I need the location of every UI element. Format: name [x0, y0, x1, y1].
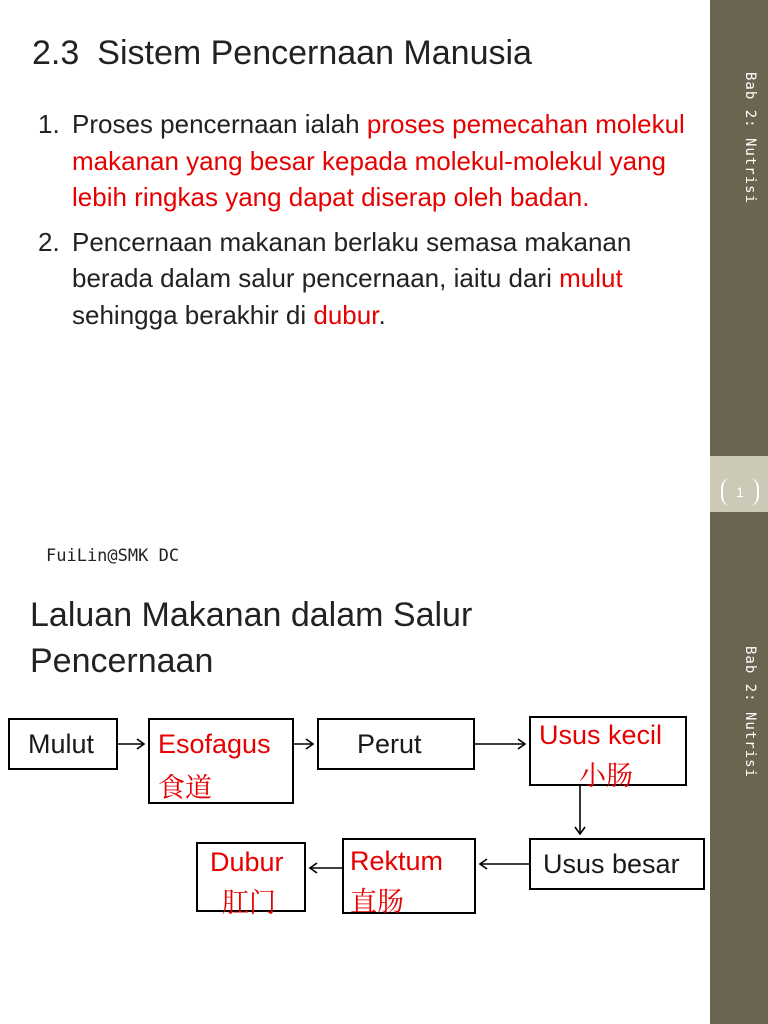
item-2-dubur: dubur: [313, 299, 379, 330]
sidebar: [710, 0, 768, 512]
sidebar-chapter-label: Bab 2: Nutrisi: [742, 646, 758, 779]
box-rektum-label: Rektum: [350, 846, 444, 876]
item-1-text: Proses pencernaan ialah: [72, 109, 367, 139]
item-2-mulut: mulut: [559, 263, 623, 293]
page-number: 1: [721, 478, 759, 506]
box-perut-label: Perut: [357, 729, 422, 759]
item-2-text-c: .: [378, 299, 386, 330]
footer-credit: FuiLin@SMK DC: [46, 546, 180, 566]
box-usus-besar-label: Usus besar: [543, 849, 680, 879]
slide-2: [0, 512, 768, 1024]
slide-1-title: [32, 34, 532, 73]
arrow-mulut-esofagus: [118, 739, 144, 749]
slide-2-title: Laluan Makanan dalam Salur Pencernaan: [30, 596, 473, 680]
item-2-text-b: sehingga berakhir di: [72, 299, 314, 330]
item-2-text-a: Pencernaan makanan berlaku semasa makanan berada dalam salur pencernaan, iaitu dari: [72, 226, 632, 293]
flow-arrows: [0, 512, 768, 1024]
box-usus-kecil-label: Usus kecil: [539, 720, 663, 750]
title-text: Sistem Pencernaan Manusia: [97, 34, 532, 72]
box-dubur-label: Dubur: [210, 847, 284, 877]
box-mulut-label: Mulut: [28, 729, 95, 759]
arrow-esofagus-perut: [294, 739, 313, 749]
item-1-highlight: proses pemecahan molekul makanan yang besar kepada molekul-molekul yang lebih ringkas yang dapat diserap oleh badan.: [72, 109, 685, 212]
box-rektum-cn: 直肠: [350, 887, 404, 917]
list-item-2: [38, 224, 698, 334]
box-usus-kecil-cn: 小肠: [579, 761, 633, 791]
box-esofagus-label: Esofagus: [158, 729, 271, 759]
item-1-index: 1.: [38, 109, 60, 139]
sidebar: [710, 512, 768, 1024]
arrow-usus-besar-rektum: [480, 859, 529, 869]
title-number: 2.3: [32, 34, 80, 72]
box-dubur-cn: 肛门: [222, 888, 276, 918]
arrow-perut-usus-kecil: [475, 739, 525, 749]
arrow-rektum-dubur: [310, 863, 342, 873]
item-2-index: 2.: [38, 226, 60, 257]
box-esofagus-cn: 食道: [158, 773, 212, 803]
list-item-1: [38, 106, 698, 216]
sidebar-chapter-label: Bab 2: Nutrisi: [742, 72, 758, 205]
bullet-list: [38, 106, 698, 341]
arrow-usus-kecil-usus-besar: [575, 786, 585, 834]
